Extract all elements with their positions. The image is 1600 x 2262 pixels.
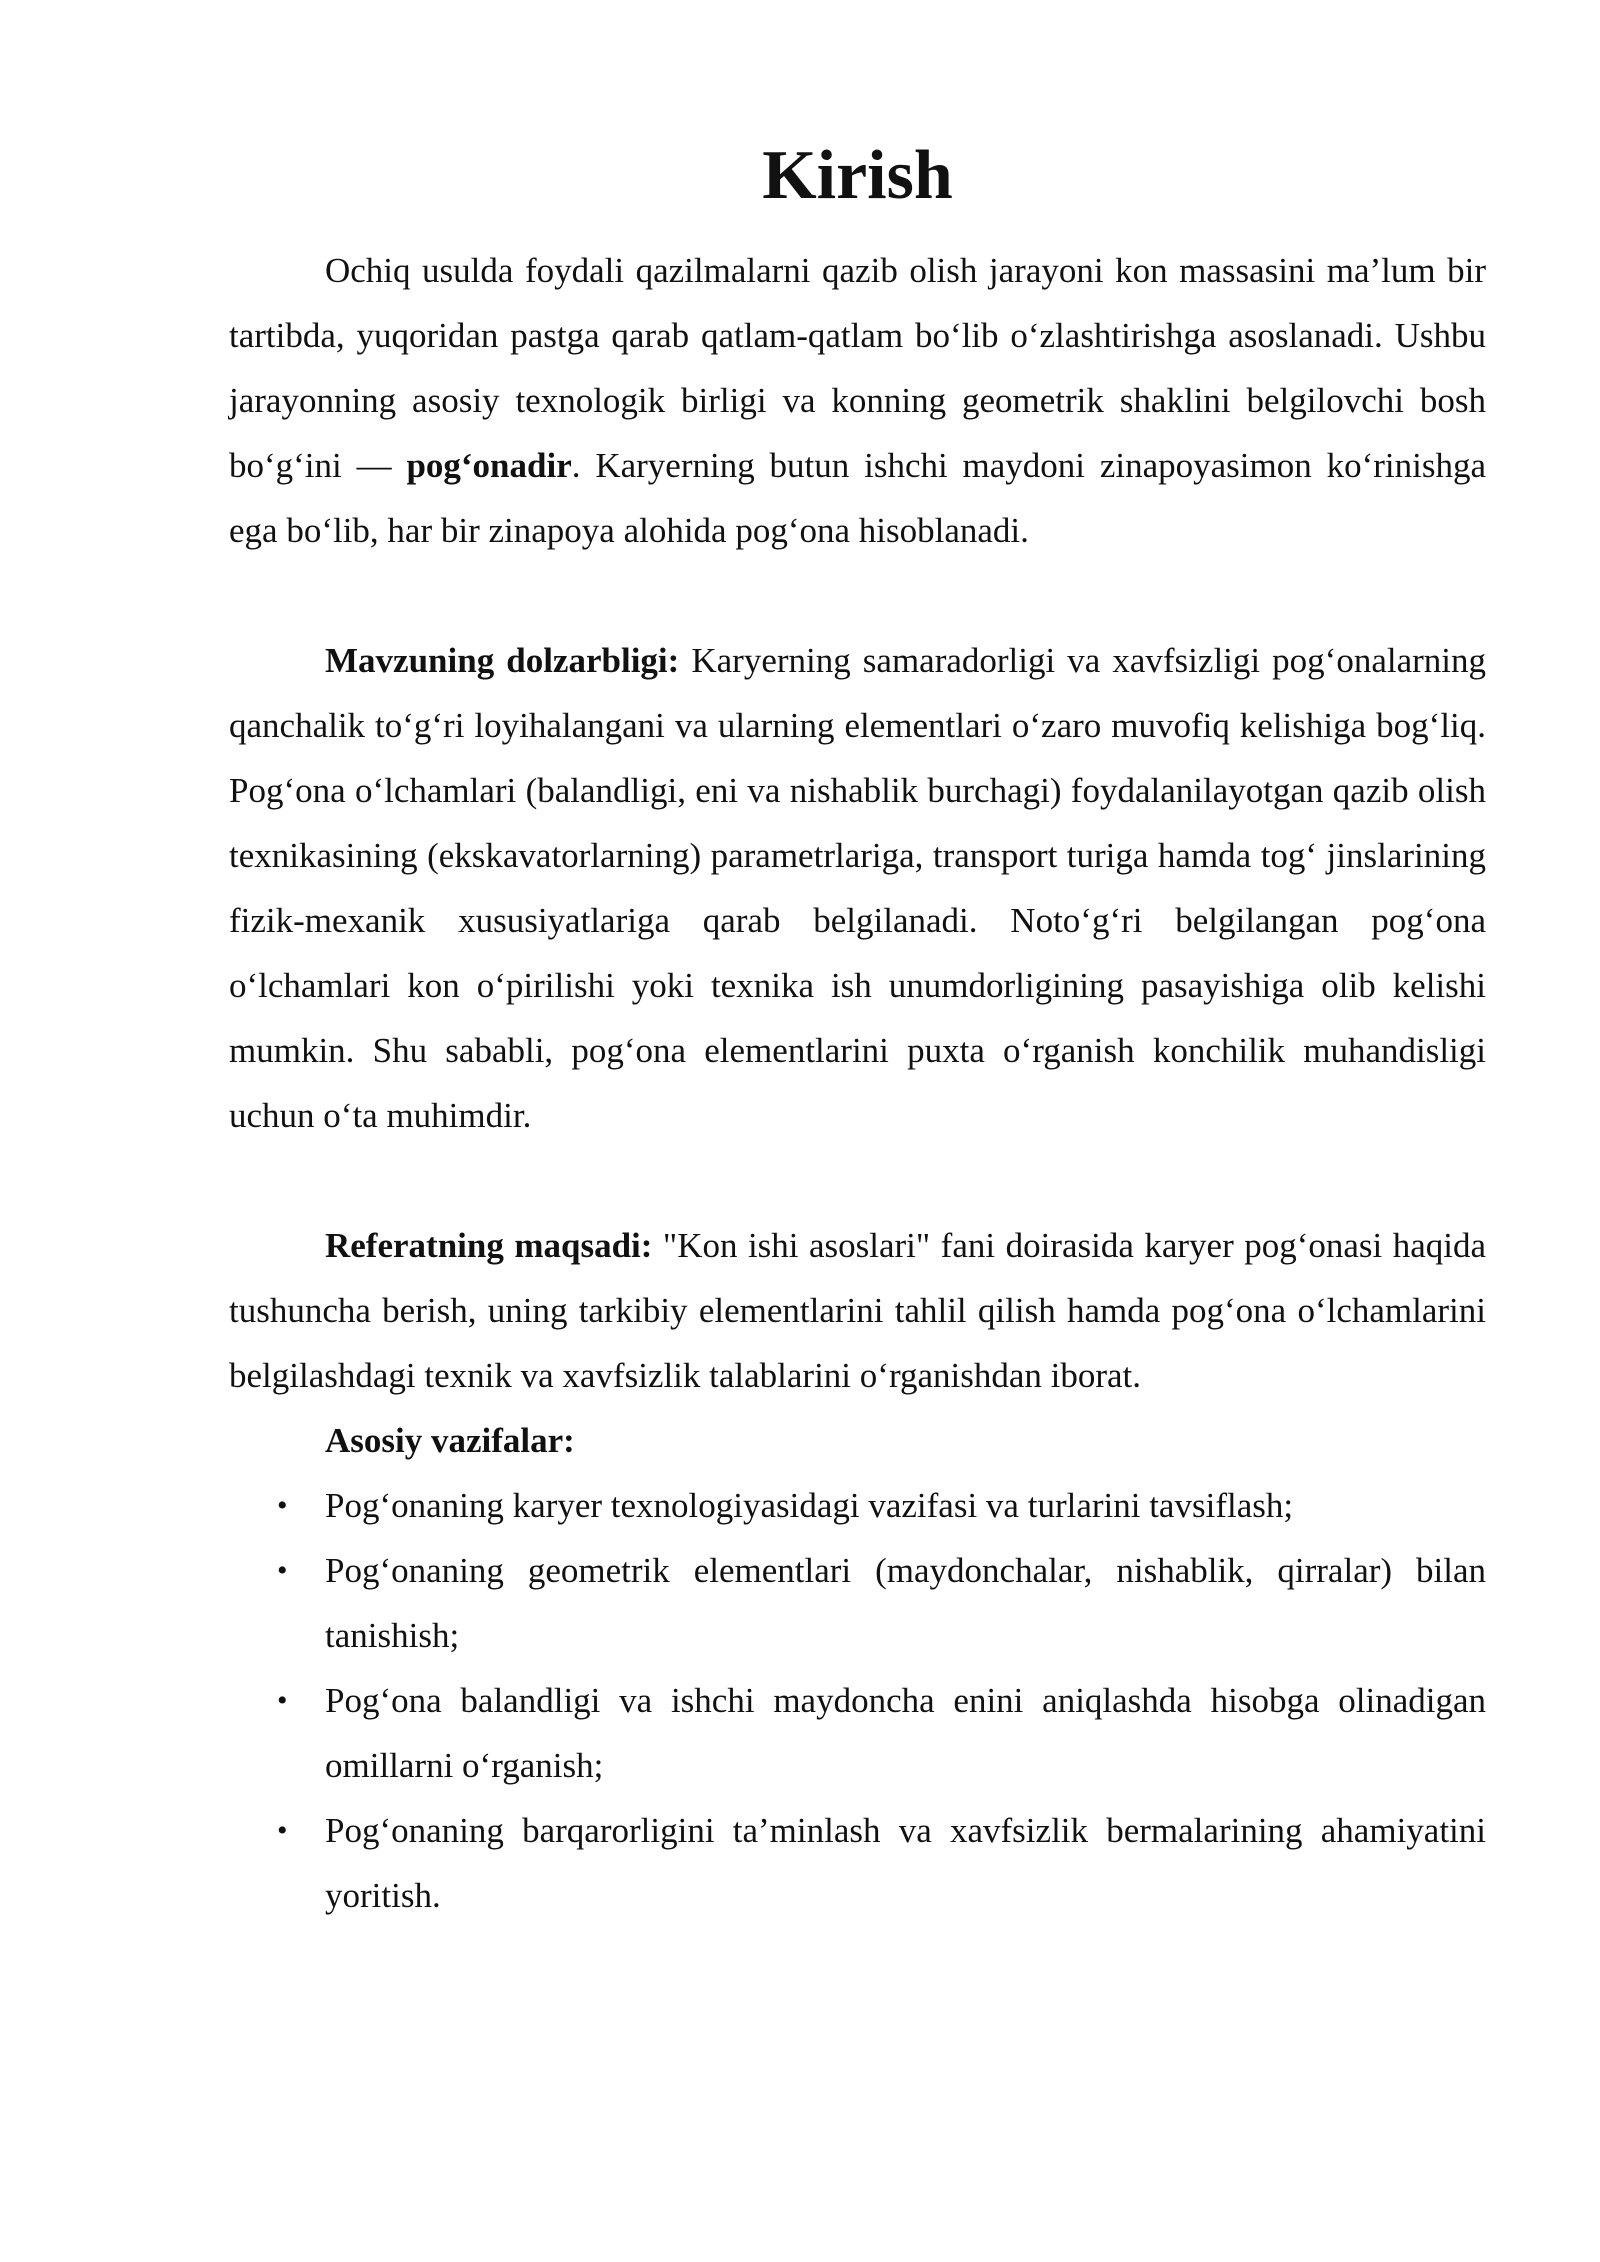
relevance-paragraph xyxy=(229,628,1486,1148)
intro-paragraph xyxy=(229,238,1486,563)
relevance-text: Karyerning samaradorligi va xavfsizligi pog‘onalarning qanchalik to‘g‘ri loyihalangani va ularning elementlari o‘zaro muvofiq kelishiga bog‘liq. Pog‘ona o‘lchamlari (balandligi, eni va nishablik burchagi) foydalanilayotgan qazib olish texnikasining (ekskavatorlarning) parametrlariga, transport turiga hamda tog‘ jinslarining fizik-mexanik xususiyatlariga qarab belgilanadi. Noto‘g‘ri belgilangan pog‘ona o‘lchamlari kon o‘pirilishi yoki texnika ish unumdorligining pasayishiga olib kelishi mumkin. Shu sababli, pog‘ona elementlarini puxta o‘rganish konchilik muhandisligi uchun o‘ta muhimdir. xyxy=(229,641,1486,1135)
list-item-text: Pog‘onaning geometrik elementlari (maydonchalar, nishablik, qirralar) bilan tanishish; xyxy=(325,1551,1486,1655)
section-spacer xyxy=(229,1148,1486,1213)
page-title: Kirish xyxy=(762,137,953,214)
goal-label: Referatning maqsadi: xyxy=(325,1226,653,1265)
intro-text-end: . Karyerning butun ishchi maydoni zinapoyasimon ko‘rinishga ega bo‘lib, har bir zinapoya alohida pog‘ona hisoblanadi. xyxy=(229,446,1486,550)
bullet-icon: • xyxy=(277,1554,288,1587)
bullet-icon: • xyxy=(277,1684,288,1717)
list-item xyxy=(229,1668,1486,1798)
intro-text-start: Ochiq usulda foydali qazilmalarni qazib olish jarayoni kon massasini ma’lum bir tartibda, yuqoridan pastga qarab qatlam-qatlam bo‘lib o‘zlashtirishga asoslanadi. Ushbu jarayonning asosiy texnologik birligi va konning geometrik shaklini belgilovchi bosh bo‘g‘ini — xyxy=(229,251,1486,485)
section-spacer xyxy=(229,563,1486,628)
list-item xyxy=(229,1473,1486,1538)
list-item-text: Pog‘onaning barqarorligini ta’minlash va xavfsizlik bermalarining ahamiyatini yoritish. xyxy=(325,1811,1486,1915)
intro-bold-term: pog‘onadir xyxy=(406,446,572,485)
relevance-label: Mavzuning dolzarbligi: xyxy=(325,641,680,680)
bullet-icon: • xyxy=(277,1814,288,1847)
document-body xyxy=(229,137,1487,1928)
goal-paragraph xyxy=(229,1213,1486,1408)
list-item-text: Pog‘ona balandligi va ishchi maydoncha enini aniqlashda hisobga olinadigan omillarni o‘rganish; xyxy=(325,1681,1486,1785)
tasks-heading: Asosiy vazifalar: xyxy=(325,1421,575,1460)
list-item xyxy=(229,1798,1486,1928)
list-item xyxy=(229,1538,1486,1668)
list-item-text: Pog‘onaning karyer texnologiyasidagi vazifasi va turlarini tavsiflash; xyxy=(325,1486,1294,1525)
bullet-icon: • xyxy=(277,1489,288,1522)
tasks-list xyxy=(229,1473,1486,1928)
goal-text: "Kon ishi asoslari" fani doirasida karyer pog‘onasi haqida tushuncha berish, uning tarkibiy elementlarini tahlil qilish hamda pog‘ona o‘lchamlarini belgilashdagi texnik va xavfsizlik talablarini o‘rganishdan iborat. xyxy=(229,1226,1487,1395)
